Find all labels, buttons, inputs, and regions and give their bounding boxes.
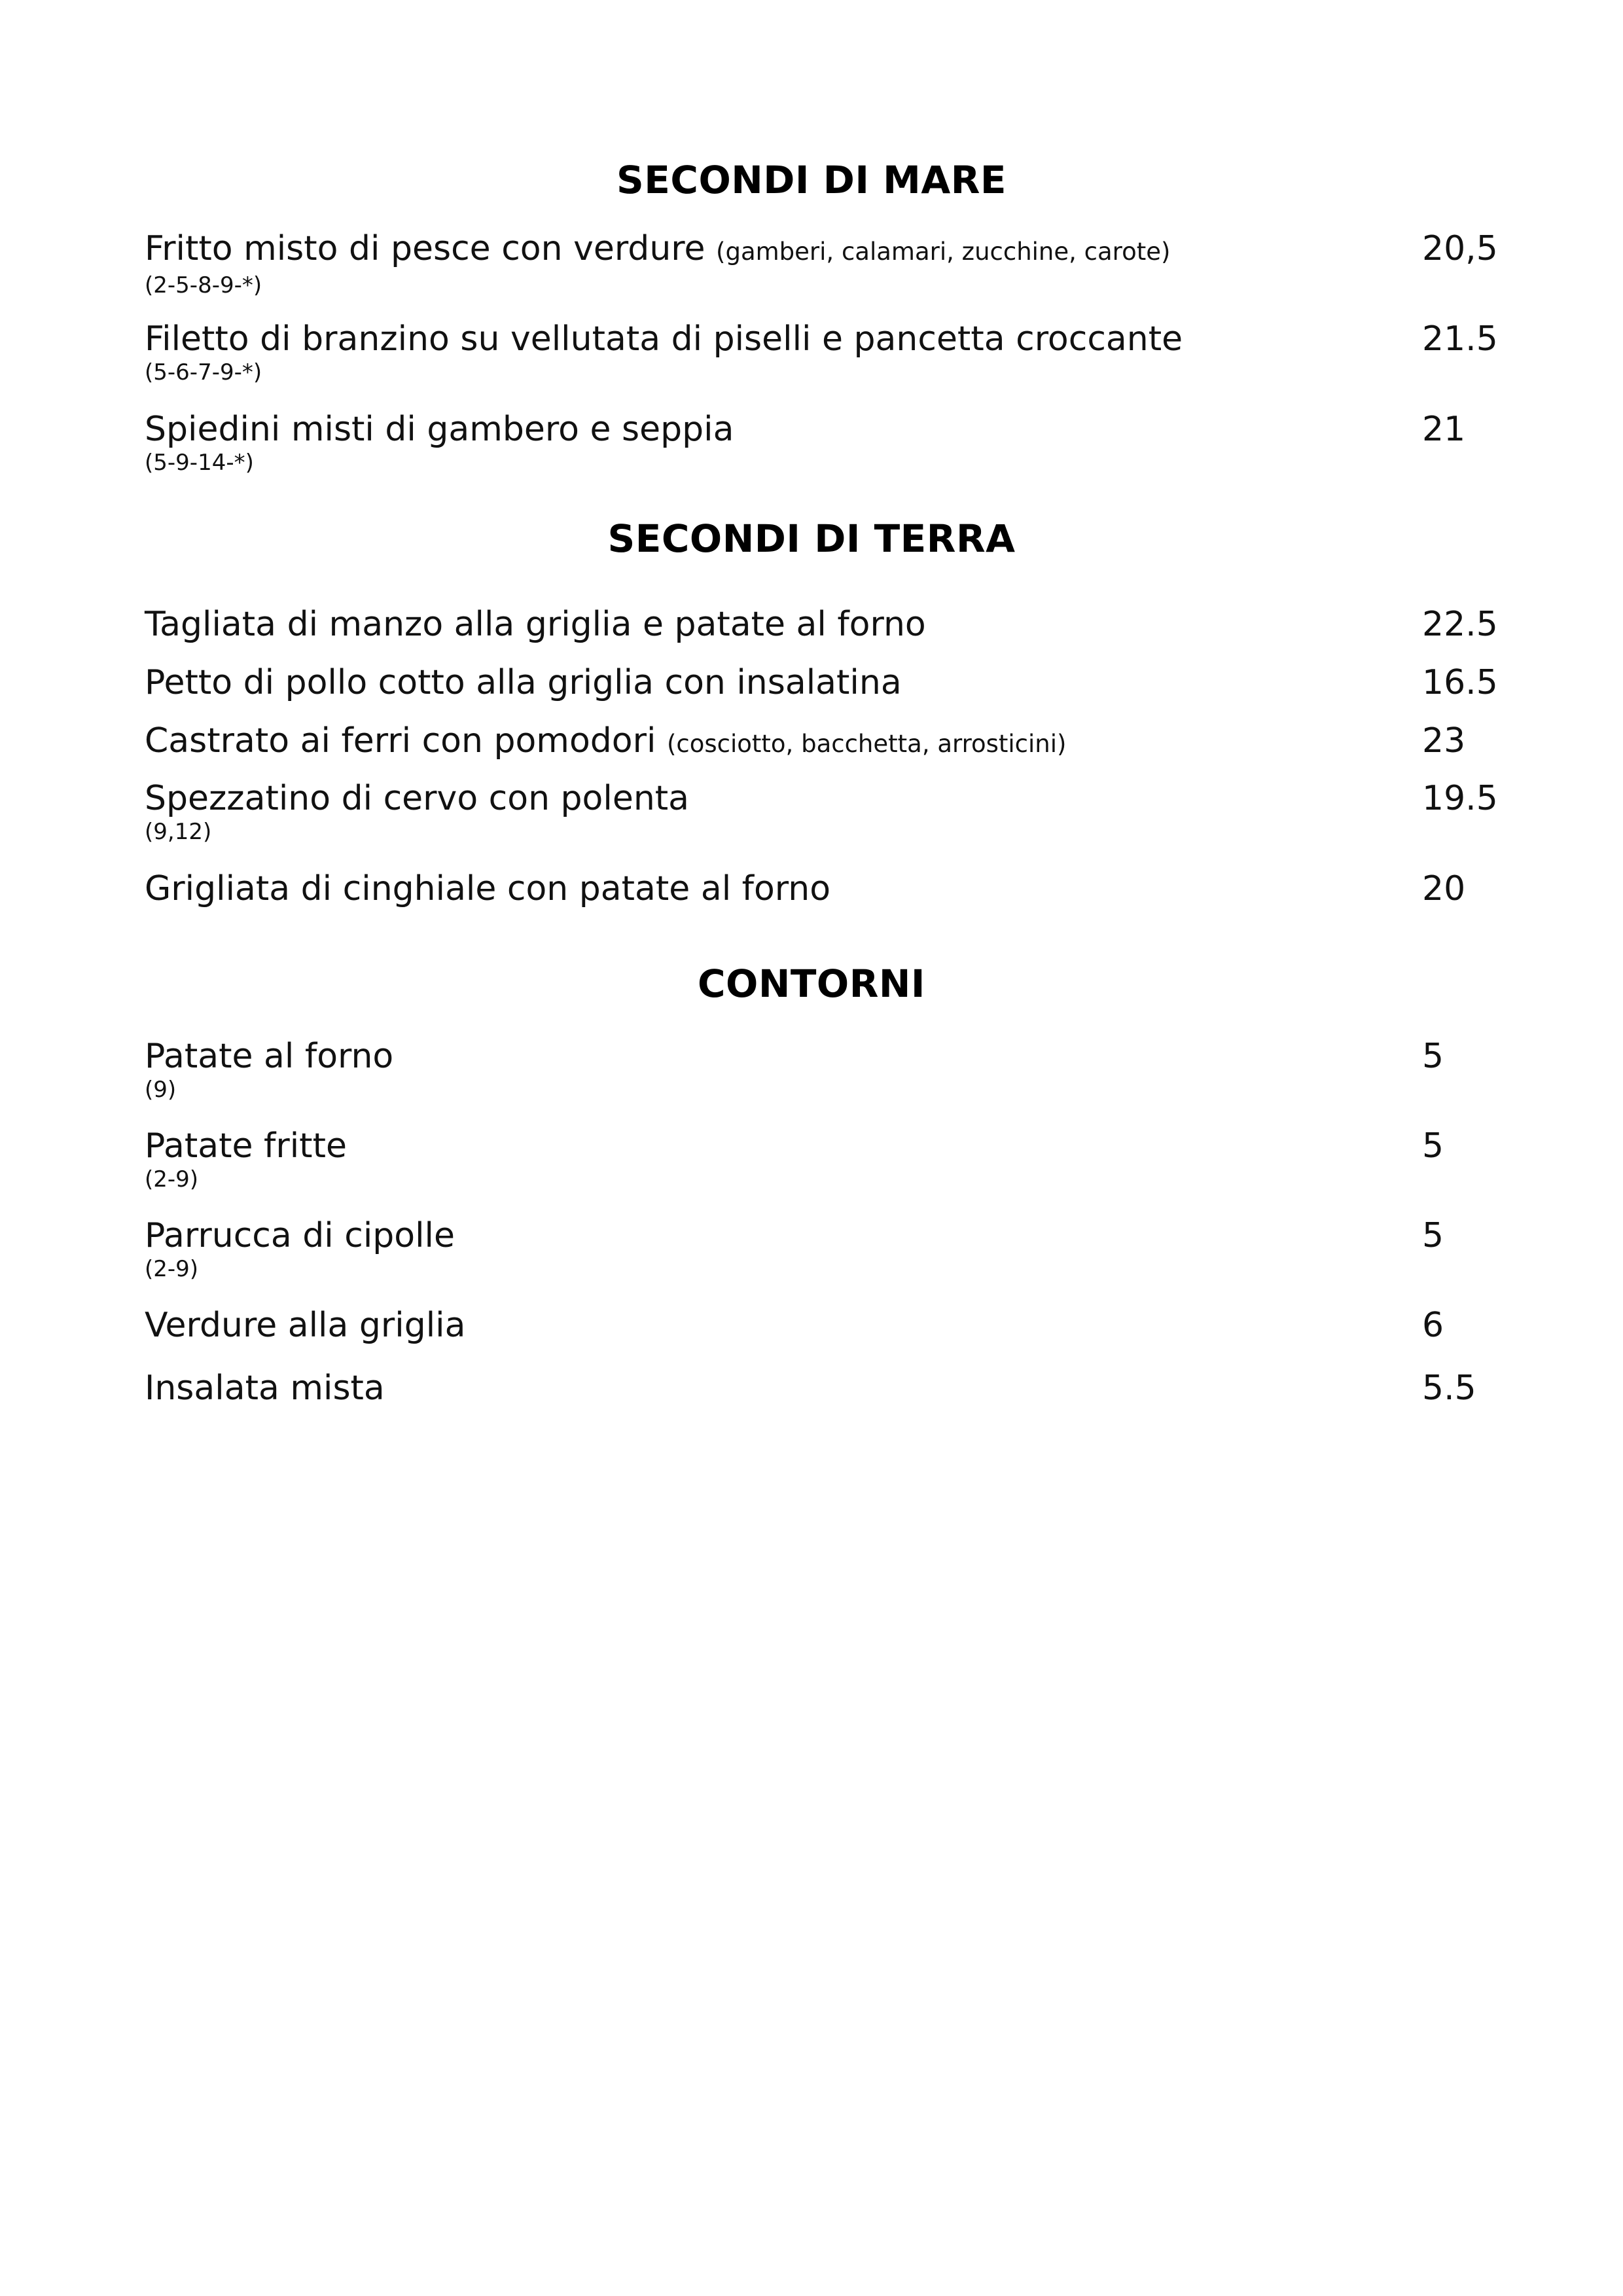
item-name: Patate fritte xyxy=(145,1126,347,1166)
item-name: Verdure alla griglia xyxy=(145,1306,466,1345)
item-allergens: (9) xyxy=(145,1077,177,1103)
menu-item xyxy=(145,720,1493,765)
item-price: 21.5 xyxy=(1422,319,1498,359)
section-title-secondi-di-terra: SECONDI DI TERRA xyxy=(607,516,1016,561)
menu-item xyxy=(145,1367,1493,1409)
item-name: Parrucca di cipolle xyxy=(145,1216,455,1255)
item-price: 5 xyxy=(1422,1126,1444,1166)
item-price: 16.5 xyxy=(1422,663,1498,702)
menu-item xyxy=(145,603,1498,645)
section-title-secondi-di-mare: SECONDI DI MARE xyxy=(616,158,1007,202)
section-title-contorni: CONTORNI xyxy=(697,961,926,1006)
item-allergens: (2-9) xyxy=(145,1256,199,1282)
item-allergens: (5-6-7-9-*) xyxy=(145,359,262,386)
item-name: Tagliata di manzo alla griglia e patate al forno xyxy=(145,605,926,644)
item-price: 23 xyxy=(1422,721,1466,761)
item-allergens: (9,12) xyxy=(145,819,212,845)
item-price: 20 xyxy=(1422,869,1466,908)
menu-item xyxy=(145,318,1498,386)
menu-item xyxy=(145,1035,1493,1103)
item-note: (gamberi, calamari, zucchine, carote) xyxy=(716,238,1171,266)
item-name: Spezzatino di cervo con polenta xyxy=(145,779,690,818)
item-name: Patate al forno xyxy=(145,1037,394,1076)
item-price: 21 xyxy=(1422,410,1466,449)
item-price: 22.5 xyxy=(1422,605,1498,644)
item-price: 5 xyxy=(1422,1216,1444,1255)
menu-item xyxy=(145,778,1498,846)
item-name: Petto di pollo cotto alla griglia con insalatina xyxy=(145,663,902,702)
menu-item xyxy=(145,868,1493,910)
item-price: 20,5 xyxy=(1422,229,1498,268)
item-name-line xyxy=(145,720,1493,765)
item-price: 5.5 xyxy=(1422,1369,1476,1408)
item-allergens: (2-9) xyxy=(145,1166,199,1193)
item-note: (cosciotto, bacchetta, arrosticini) xyxy=(666,730,1067,758)
item-price: 5 xyxy=(1422,1037,1444,1076)
menu-item xyxy=(145,408,1493,476)
item-price: 19.5 xyxy=(1422,779,1498,818)
item-name: Grigliata di cinghiale con patate al forno xyxy=(145,869,831,908)
menu-item xyxy=(145,1215,1493,1283)
item-name-line xyxy=(145,228,1493,273)
item-allergens: (5-9-14-*) xyxy=(145,450,254,476)
menu-item xyxy=(145,662,1498,704)
item-price: 6 xyxy=(1422,1306,1444,1345)
menu-item xyxy=(145,1125,1493,1193)
menu-item xyxy=(145,228,1498,299)
item-name: Castrato ai ferri con pomodori xyxy=(145,721,656,761)
item-name: Fritto misto di pesce con verdure xyxy=(145,229,705,268)
item-allergens: (2-5-8-9-*) xyxy=(145,272,262,298)
menu-item xyxy=(145,1304,1493,1346)
item-name: Spiedini misti di gambero e seppia xyxy=(145,410,734,449)
item-name: Filetto di branzino su vellutata di piselli e pancetta croccante xyxy=(145,319,1183,359)
item-name: Insalata mista xyxy=(145,1369,385,1408)
